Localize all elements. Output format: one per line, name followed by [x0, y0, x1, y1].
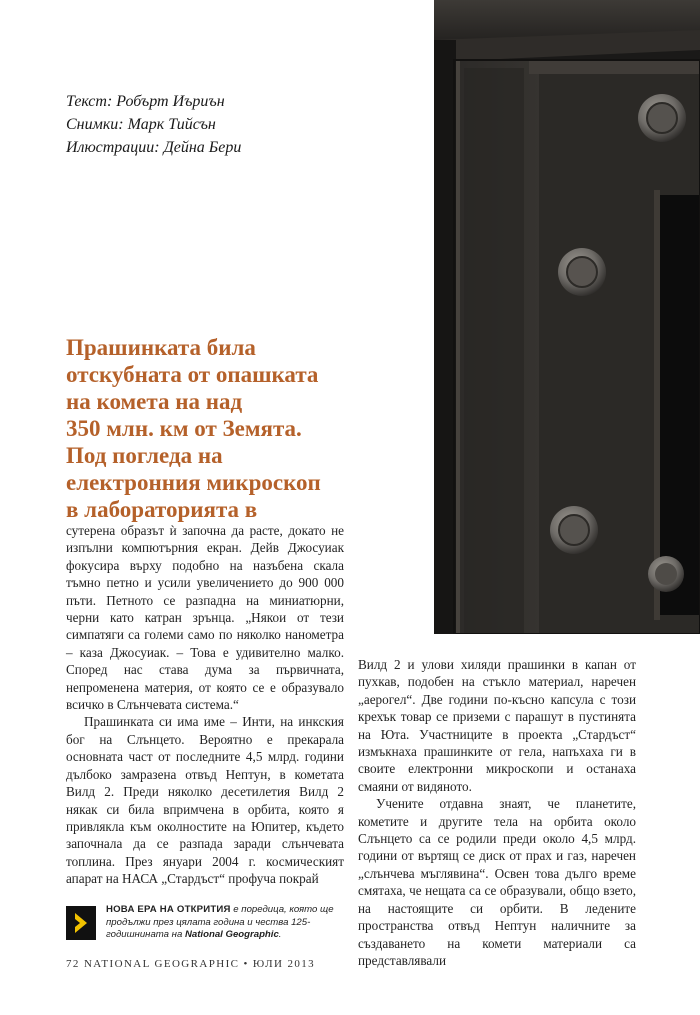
credit-photos: Снимки: Марк Тийсън: [66, 116, 216, 133]
callout-body: е поредица, която ще продължи през цялата година и чества 125-годишнината на: [106, 904, 334, 941]
callout-text: [106, 904, 344, 942]
body-column-2: [358, 656, 636, 969]
callout-end: .: [278, 929, 282, 941]
chevron-right-icon: [66, 906, 96, 940]
body-column-1: [66, 522, 344, 888]
photo-illustration: [434, 0, 700, 634]
credits: [66, 90, 386, 159]
headline-line: Прашинката била: [66, 335, 256, 360]
headline-line: на комета на над: [66, 389, 243, 414]
headline-line: отскубната от опашката: [66, 362, 319, 387]
bolt-icon: [638, 94, 686, 142]
callout-lead: НОВА ЕРА НА ОТКРИТИЯ: [106, 904, 231, 915]
headline-line: електронния микроскоп: [66, 470, 321, 495]
bolt-icon: [550, 506, 598, 554]
credit-illustrations: Илюстрации: Дейна Бери: [66, 139, 242, 156]
paragraph: Учените отдавна знаят, че планетите, кометите и другите тела на орбита около Слънцето са се родили преди около 4,5 млрд. години от въртящ се диск от прах и газ, наречен „слънчева мъглявина“. Освен това дълго време смятаха, че нещата са се образували, общо взето, на настоящите си орбити. В ледените пространства отвъд Нептун наличните за създаването на комети материали са представлявали: [358, 796, 636, 968]
bolt-icon: [558, 248, 606, 296]
page-footer: 72 NATIONAL GEOGRAPHIC • ЮЛИ 2013: [66, 958, 316, 970]
bolt-icon: [648, 556, 684, 592]
paragraph: Вилд 2 и улови хиляди прашинки в капан от пухкав, подобен на стъкло материал, наречен „аерогел“. Две години по-късно капсула с този крехък товар се приземи с парашут в пустинята на Юта. Участниците в проекта „Стардъст“ измъкнаха прашинките от гела, напъхаха ги в своите електронни микроскопи и останаха смаяни от видяното.: [358, 657, 636, 794]
headline: [66, 334, 366, 523]
paragraph: сутерена образът ѝ започна да расте, докато не изпълни компютърния екран. Дейв Джосуиак фокусира върху подобно на назъбена скала тъмно петно и усили увеличението до 900 000 пъти. Петното се разпадна на миниатюрни, черни като катран зрънца. „Някои от тези симпатяги са големи само по няколко нанометра – каза Джосуиак. – Това е удивително малко. Според нас става дума за първичната, непроменена материя, от която се е образувало всичко в Слънчевата система.“: [66, 523, 344, 713]
credit-text: Текст: Робърт Иъриън: [66, 93, 225, 110]
headline-line: Под погледа на: [66, 443, 223, 468]
series-callout: [66, 904, 344, 948]
paragraph: Прашинката си има име – Инти, на инкския бог на Слънцето. Вероятно е прекарала основната част от последните 4,5 млрд. години дълбоко замразена отвъд Нептун, в кометата Вилд 2. Преди няколко десетилетия Вилд 2 някак си била впримчена в орбита, която я привлякла към околностите на Юпитер, където започнала да се разпада заради слънчевата топлина. През януари 2004 г. космическият апарат на НАСА „Стардъст“ профуча покрай: [66, 714, 344, 887]
headline-line: в лабораторията в: [66, 497, 258, 522]
headline-line: 350 млн. км от Земята.: [66, 416, 302, 441]
callout-magazine: National Geographic: [184, 929, 279, 941]
photo-metal-chamber: [434, 0, 700, 634]
